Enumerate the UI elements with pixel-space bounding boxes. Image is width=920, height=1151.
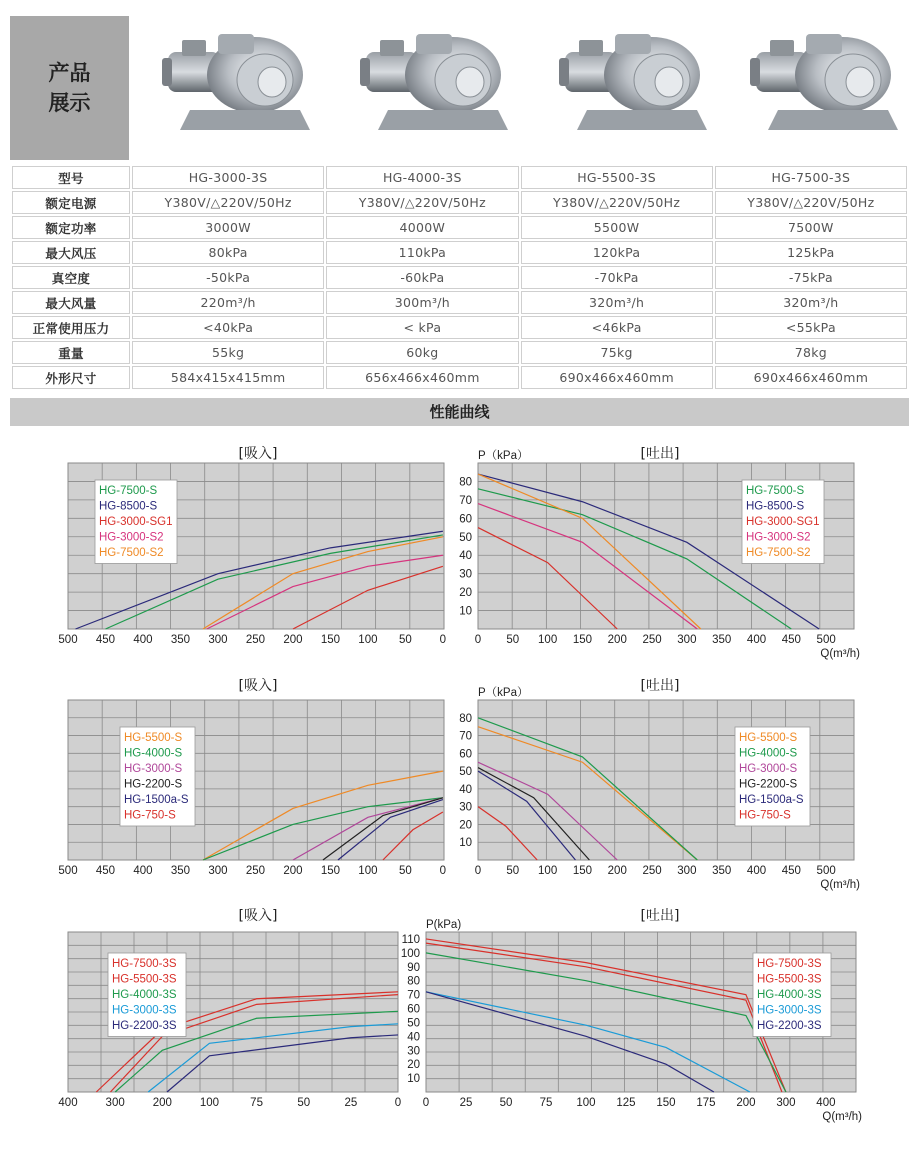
x-tick-label: 300 <box>208 634 228 646</box>
y-tick-label: 20 <box>407 1059 420 1072</box>
spec-cell: HG-4000-3S <box>326 166 518 189</box>
spec-cell: 125kPa <box>715 241 907 264</box>
x-tick-label: 75 <box>250 1097 263 1109</box>
y-tick-label: 80 <box>407 975 420 988</box>
spec-cell: -75kPa <box>715 266 907 289</box>
x-tick-label: 450 <box>95 634 116 646</box>
x-tick-label: 400 <box>746 634 767 646</box>
chart-title: [吸入] <box>238 908 278 924</box>
spec-cell: 3000W <box>132 216 324 239</box>
x-tick-label: 400 <box>133 865 153 877</box>
spec-cell: 300m³/h <box>326 291 518 314</box>
x-tick-label: 100 <box>358 865 378 877</box>
spec-cell: Y380V/△220V/50Hz <box>715 191 907 214</box>
y-tick-label: 60 <box>459 748 472 761</box>
y-tick-label: 90 <box>407 961 420 974</box>
spec-cell: HG-7500-3S <box>715 166 907 189</box>
x-tick-label: 500 <box>816 865 836 877</box>
spec-row-label: 重量 <box>12 341 130 364</box>
y-tick-label: 100 <box>400 947 420 960</box>
chart-6 <box>401 908 862 1123</box>
spec-cell: Y380V/△220V/50Hz <box>132 191 324 214</box>
legend-entry: HG-4000-3S <box>112 989 177 1001</box>
x-tick-label: 200 <box>607 634 627 646</box>
chart-2 <box>459 446 860 660</box>
spec-cell: Y380V/△220V/50Hz <box>521 191 713 214</box>
spec-cell: 656x466x460mm <box>326 366 518 389</box>
legend-entry: HG-5500-S <box>124 732 183 744</box>
legend-entry: HG-7500-S <box>99 485 158 497</box>
x-tick-label: 50 <box>297 1097 311 1109</box>
spec-cell: -60kPa <box>326 266 518 289</box>
x-tick-label: 100 <box>538 865 558 877</box>
x-axis-label: Q(m³/h) <box>820 648 860 660</box>
x-tick-label: 100 <box>576 1097 596 1109</box>
legend-entry: HG-3000-3S <box>757 1004 822 1017</box>
spec-cell: 78kg <box>715 341 907 364</box>
y-tick-label: 10 <box>459 605 472 618</box>
x-tick-label: 150 <box>320 865 341 877</box>
x-tick-label: 200 <box>283 865 303 877</box>
x-tick-label: 500 <box>58 634 78 646</box>
x-axis-label: Q(m³/h) <box>820 879 860 891</box>
x-tick-label: 0 <box>439 865 447 877</box>
x-tick-label: 200 <box>152 1097 172 1109</box>
spec-cell: 690x466x460mm <box>715 366 907 389</box>
spec-cell: 7500W <box>715 216 907 239</box>
spec-cell: 320m³/h <box>521 291 713 314</box>
legend-entry: HG-3000-3S <box>112 1004 177 1017</box>
chart-title: [吐出] <box>640 908 680 924</box>
y-tick-label: 110 <box>401 933 420 946</box>
y-tick-label: 30 <box>459 568 472 581</box>
y-tick-label: 20 <box>459 587 472 600</box>
spec-cell: <55kPa <box>715 316 907 339</box>
spec-cell: <40kPa <box>132 316 324 339</box>
spec-row-label: 型号 <box>12 166 130 189</box>
x-tick-label: 50 <box>499 1097 513 1109</box>
x-tick-label: 25 <box>459 1097 473 1109</box>
x-tick-label: 400 <box>816 1097 836 1109</box>
x-tick-label: 200 <box>607 865 627 877</box>
spec-row-label: 额定功率 <box>12 216 130 239</box>
x-tick-label: 500 <box>816 634 836 646</box>
y-tick-label: 10 <box>407 1073 420 1086</box>
legend-entry: HG-5500-3S <box>112 973 177 986</box>
x-tick-label: 500 <box>58 865 78 877</box>
legend-entry: HG-7500-S2 <box>99 547 164 559</box>
legend-entry: HG-5500-S <box>739 732 798 744</box>
x-tick-label: 400 <box>746 865 767 877</box>
x-tick-label: 125 <box>616 1097 636 1109</box>
x-tick-label: 50 <box>398 634 412 646</box>
x-tick-label: 250 <box>245 865 266 877</box>
x-tick-label: 175 <box>696 1097 716 1109</box>
legend-entry: HG-8500-S <box>746 500 805 513</box>
x-tick-label: 300 <box>677 865 697 877</box>
legend-entry: HG-2200-S <box>124 778 183 791</box>
spec-row-label: 真空度 <box>12 266 130 289</box>
y-tick-label: 70 <box>407 989 420 1002</box>
spec-cell: 80kPa <box>132 241 324 264</box>
header-line-1: 产品 <box>48 61 91 85</box>
legend-entry: HG-3000-S2 <box>746 531 811 544</box>
legend-entry: HG-3000-SG1 <box>746 516 820 528</box>
x-tick-label: 100 <box>199 1097 220 1109</box>
legend-entry: HG-7500-3S <box>757 958 822 970</box>
y-tick-label: 80 <box>459 476 472 489</box>
legend-entry: HG-4000-3S <box>757 989 822 1001</box>
spec-cell: 320m³/h <box>715 291 907 314</box>
spec-cell: 584x415x415mm <box>132 366 324 389</box>
x-tick-label: 450 <box>781 634 801 646</box>
x-tick-label: 200 <box>283 634 303 646</box>
spec-row-label: 额定电源 <box>12 191 130 214</box>
y-tick-label: 40 <box>459 550 472 563</box>
x-tick-label: 0 <box>394 1097 402 1109</box>
x-tick-label: 100 <box>358 634 378 646</box>
y-tick-label: 60 <box>459 513 472 526</box>
legend-entry: HG-7500-3S <box>112 958 177 970</box>
legend-entry: HG-3000-SG1 <box>99 516 173 528</box>
chart-1 <box>58 446 446 646</box>
x-tick-label: 350 <box>170 634 191 646</box>
y-axis-label: P（kPa） <box>478 450 529 462</box>
chart-title: [吸入] <box>238 446 278 462</box>
spec-cell: -70kPa <box>521 266 713 289</box>
x-tick-label: 25 <box>344 1097 358 1109</box>
y-tick-label: 70 <box>459 494 472 507</box>
y-tick-label: 60 <box>407 1003 420 1016</box>
spec-cell: -50kPa <box>132 266 324 289</box>
legend-entry: HG-7500-S <box>746 485 805 497</box>
spec-cell: 120kPa <box>521 241 713 264</box>
x-tick-label: 50 <box>398 865 412 877</box>
legend-entry: HG-2200-3S <box>757 1020 822 1032</box>
spec-cell: HG-3000-3S <box>132 166 324 189</box>
chart-title: [吐出] <box>640 678 680 694</box>
spec-cell: 5500W <box>521 216 713 239</box>
x-tick-label: 0 <box>422 1097 430 1109</box>
y-tick-label: 50 <box>459 766 472 779</box>
x-tick-label: 450 <box>781 865 801 877</box>
y-tick-label: 30 <box>407 1045 420 1058</box>
x-tick-label: 300 <box>677 634 697 646</box>
y-tick-label: 50 <box>459 531 472 544</box>
legend-entry: HG-4000-S <box>124 747 183 760</box>
spec-cell: 60kg <box>326 341 518 364</box>
spec-cell: < kPa <box>326 316 518 339</box>
legend-entry: HG-750-S <box>739 809 791 822</box>
legend-entry: HG-8500-S <box>99 500 158 513</box>
spec-cell: HG-5500-3S <box>521 166 713 189</box>
x-tick-label: 0 <box>474 865 482 877</box>
legend-entry: HG-4000-S <box>739 747 798 760</box>
chart-4 <box>459 678 860 891</box>
legend-entry: HG-7500-S2 <box>746 547 811 559</box>
legend-entry: HG-2200-S <box>739 778 798 791</box>
legend-entry: HG-3000-S <box>124 763 183 775</box>
x-tick-label: 50 <box>506 634 520 646</box>
spec-row-label: 最大风压 <box>12 241 130 264</box>
x-tick-label: 150 <box>320 634 341 646</box>
chart-title: [吸入] <box>238 678 278 694</box>
x-tick-label: 150 <box>572 634 593 646</box>
spec-cell: 75kg <box>521 341 713 364</box>
y-tick-label: 70 <box>459 730 472 743</box>
legend-entry: HG-3000-S2 <box>99 531 164 544</box>
x-tick-label: 300 <box>208 865 228 877</box>
x-tick-label: 75 <box>539 1097 553 1109</box>
x-tick-label: 450 <box>95 865 116 877</box>
x-tick-label: 0 <box>474 634 482 646</box>
y-tick-label: 40 <box>459 783 472 796</box>
x-tick-label: 250 <box>642 634 662 646</box>
x-tick-label: 300 <box>105 1097 125 1109</box>
performance-curves-title: 性能曲线 <box>10 398 909 426</box>
legend-entry: HG-5500-3S <box>757 973 822 986</box>
spec-cell: 690x466x460mm <box>521 366 713 389</box>
chart-3 <box>58 678 446 877</box>
spec-cell: 4000W <box>326 216 518 239</box>
spec-cell: 220m³/h <box>132 291 324 314</box>
x-tick-label: 200 <box>736 1097 756 1109</box>
x-axis-label: Q(m³/h) <box>822 1111 862 1123</box>
y-tick-label: 30 <box>459 801 472 814</box>
x-tick-label: 350 <box>170 865 191 877</box>
x-tick-label: 150 <box>572 865 593 877</box>
header-line-2: 展示 <box>48 91 91 115</box>
legend-entry: HG-750-S <box>124 809 176 822</box>
y-tick-label: 40 <box>407 1031 420 1044</box>
x-tick-label: 250 <box>245 634 266 646</box>
x-tick-label: 350 <box>712 634 732 646</box>
y-tick-label: 50 <box>407 1017 420 1030</box>
y-tick-label: 10 <box>459 837 472 850</box>
x-tick-label: 0 <box>439 634 447 646</box>
legend-entry: HG-3000-S <box>739 763 798 775</box>
legend-entry: HG-1500a-S <box>124 794 189 806</box>
spec-cell: 55kg <box>132 341 324 364</box>
spec-row-label: 正常使用压力 <box>12 316 130 339</box>
x-tick-label: 400 <box>58 1097 78 1109</box>
legend-entry: HG-1500a-S <box>739 794 804 806</box>
x-tick-label: 350 <box>712 865 732 877</box>
y-axis-label: P(kPa) <box>426 919 462 931</box>
legend-entry: HG-2200-3S <box>112 1020 177 1032</box>
chart-title: [吐出] <box>640 446 680 462</box>
x-tick-label: 150 <box>656 1097 676 1109</box>
x-tick-label: 100 <box>538 634 558 646</box>
x-tick-label: 400 <box>133 634 153 646</box>
y-tick-label: 80 <box>459 712 472 725</box>
chart-5 <box>58 908 401 1109</box>
x-tick-label: 300 <box>776 1097 796 1109</box>
spec-row-label: 最大风量 <box>12 291 130 314</box>
spec-cell: 110kPa <box>326 241 518 264</box>
x-tick-label: 250 <box>642 865 662 877</box>
spec-cell: <46kPa <box>521 316 713 339</box>
spec-row-label: 外形尺寸 <box>12 366 130 389</box>
y-tick-label: 20 <box>459 819 472 832</box>
x-tick-label: 50 <box>506 865 520 877</box>
y-axis-label: P（kPa） <box>478 687 529 699</box>
spec-cell: Y380V/△220V/50Hz <box>326 191 518 214</box>
